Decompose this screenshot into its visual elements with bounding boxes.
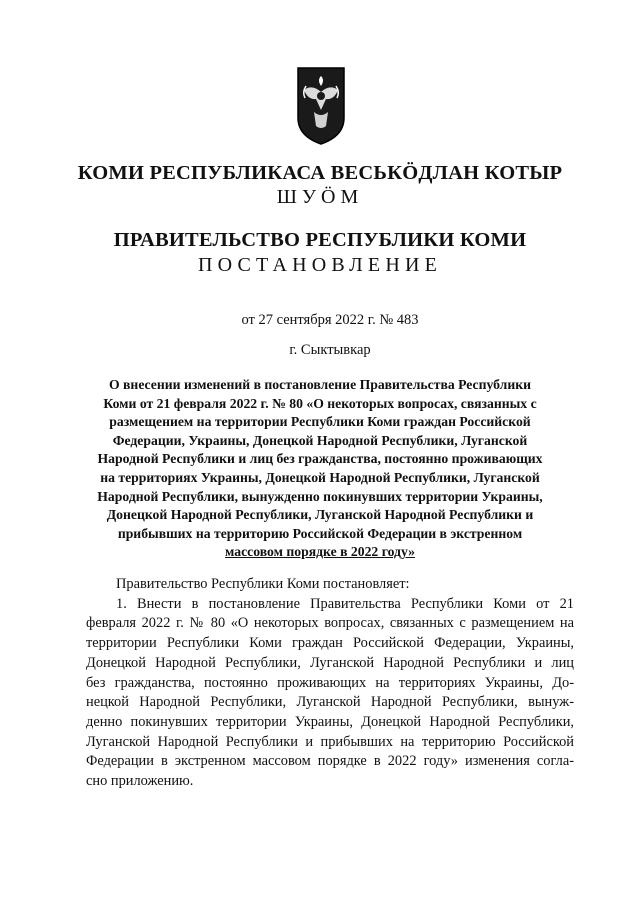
coat-of-arms-emblem (296, 66, 346, 146)
subject-line: Коми от 21 февраля 2022 г. № 80 «О некоторых вопросах, связанных с (103, 395, 537, 411)
subject-line: Федерации, Украины, Донецкой Народной Республики, Луганской (112, 432, 528, 448)
body-line: Луганской Народной Республики и прибывших на территорию Российской (86, 733, 574, 750)
body-line: сно приложению. (86, 773, 194, 790)
city: г. Сыктывкар (289, 342, 371, 358)
subject-line: массовом порядке в 2022 году» (225, 544, 415, 560)
body-line: без гражданства, постоянно проживающих на территориях Украины, До- (86, 674, 574, 691)
body-line: нецкой Народной Республики, Луганской Народной Республики, вынуж- (86, 694, 574, 711)
body-line: Донецкой Народной Республики, Луганской Народной Республики и лиц (86, 654, 574, 671)
subject-line: прибывших на территорию Российской Федерации в экстренном (117, 525, 523, 541)
body-intro: Правительство Республики Коми постановляет: (116, 576, 410, 592)
document-body (86, 575, 574, 792)
komi-government-title: КОМИ РЕСПУБЛИКАСА ВЕСЬКÖДЛАН КОТЫР (77, 162, 563, 184)
document-type: ПОСТАНОВЛЕНИЕ (197, 254, 443, 276)
date-and-number: от 27 сентября 2022 г. № 483 (241, 312, 419, 328)
body-line: территории Республики Коми граждан Российской Федерации, Украины, (86, 635, 574, 652)
subject-line: О внесении изменений в постановление Правительства Республики (108, 377, 532, 392)
body-line: 1. Внести в постановление Правительства Республики Коми от 21 (116, 595, 574, 612)
subject-line: Народной Республики и лиц без гражданства, постоянно проживающих (97, 451, 543, 467)
subject-line: размещением на территории Республики Коми граждан Российской (109, 414, 531, 430)
body-line: денно покинувших территории Украины, Донецкой Народной Республики, (86, 713, 574, 730)
subject-line: Донецкой Народной Республики, Луганской Народной Республики и (106, 507, 534, 523)
subject-line: Народной Республики, вынужденно покинувших территории Украины, (97, 488, 543, 504)
document-subject (62, 376, 578, 562)
body-line: Федерации в экстренном массовом порядке в 2022 году» изменения согла- (86, 753, 574, 770)
body-line: февраля 2022 г. № 80 «О некоторых вопросах, связанных с размещением на (86, 615, 574, 632)
subject-line: на территориях Украины, Донецкой Народной Республики, Луганской (100, 469, 540, 485)
government-title: ПРАВИТЕЛЬСТВО РЕСПУБЛИКИ КОМИ (113, 229, 527, 251)
komi-document-type: ШУÖМ (276, 186, 364, 208)
